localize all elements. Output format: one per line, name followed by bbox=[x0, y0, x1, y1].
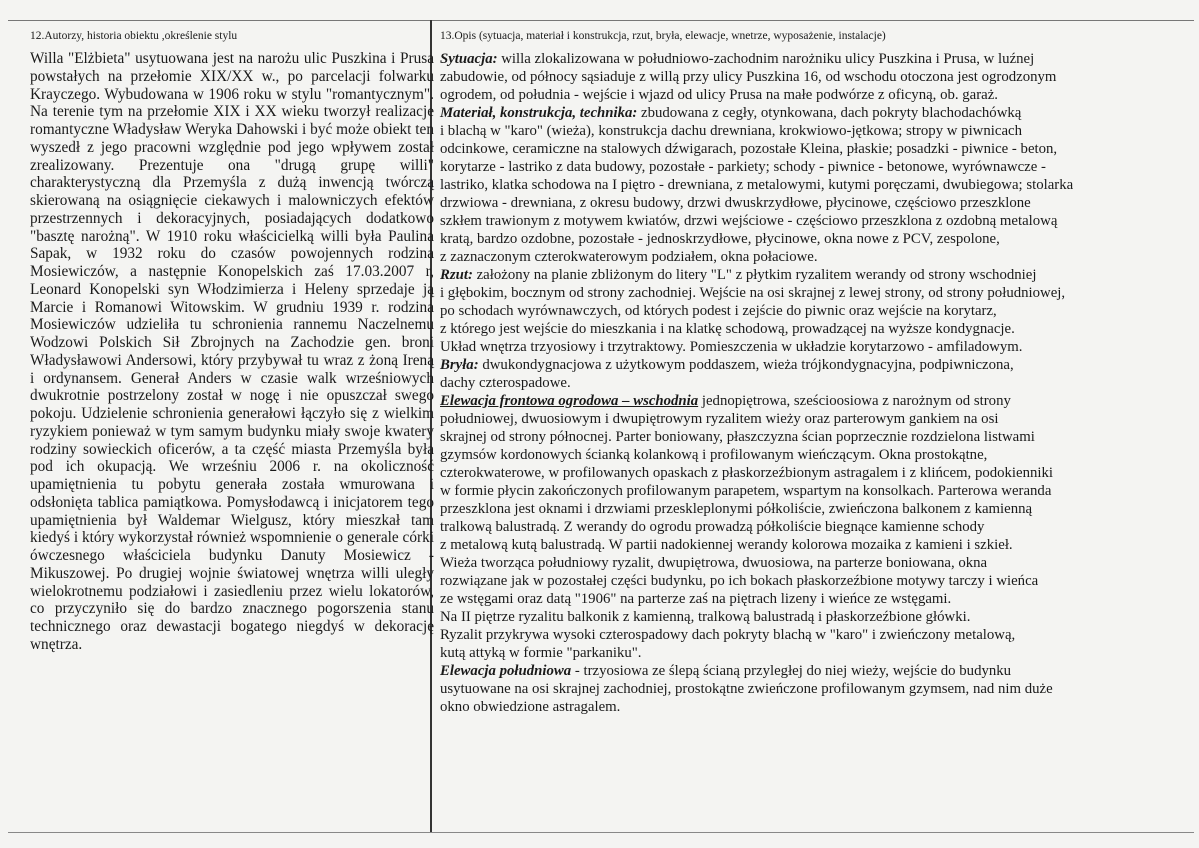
elewacja-poludniowa-paragraph bbox=[440, 662, 1180, 716]
material-line: i blachą w "karo" (wieża), konstrukcja dachu drewniana, krokwiowo-jętkowa; stropy w piwnicach bbox=[440, 123, 1022, 139]
section-13-column bbox=[440, 26, 1180, 716]
material-line: z zaznaczonym czterokwaterowym podziałem, okna połaciowe. bbox=[440, 249, 818, 265]
elewacja-line: skrajnej od strony północnej. Parter boniowany, płaszczyzna ścian poprzecznie rozdzielona listwami bbox=[440, 429, 1035, 445]
elewacja-poludniowa-line: usytuowane na osi skrajnej zachodniej, prostokątne zwieńczone profilowanym gzymsem, nad nim duże bbox=[440, 681, 1053, 697]
rzut-line: założony na planie zbliżonym do litery "L" z płytkim ryzalitem werandy od strony wschodniej bbox=[472, 267, 1037, 283]
elewacja-line: Na II piętrze ryzalitu balkonik z kamienną, tralkową balustradą i płaskorzeźbione główki. bbox=[440, 609, 971, 625]
elewacja-poludniowa-label: Elewacja południowa bbox=[440, 663, 572, 679]
sytuacja-paragraph bbox=[440, 50, 1180, 104]
rzut-line: i głębokim, bocznym od strony zachodniej. Wejście na osi skrajnej z lewej strony, od strony południowej, bbox=[440, 285, 1066, 301]
bryla-paragraph bbox=[440, 356, 1180, 392]
bryla-line: dwukondygnacjowa z użytkowym poddaszem, wieża trójkondygnacyjna, podpiwniczona, bbox=[478, 357, 1014, 373]
bottom-rule bbox=[8, 832, 1194, 833]
material-line: lastriko, klatka schodowa na I piętro - drewniana, z metalowymi, kutymi poręczami, dwubiegowa; stolarka bbox=[440, 177, 1074, 193]
elewacja-line: przeszklona jest oknami i drzwiami przeskleplonymi półkoliście, zwieńczona balkonem z kamienną bbox=[440, 501, 1033, 517]
material-line: drzwiowa - drewniana, z okresu budowy, drzwi dwuskrzydłowe, płycinowe, częściowo przeszklone bbox=[440, 195, 1031, 211]
bryla-label: Bryła: bbox=[440, 357, 479, 373]
sytuacja-line: zabudowie, od północy sąsiaduje z willą przy ulicy Puszkina 16, od wschodu otoczona jest ogrodzonym bbox=[440, 69, 1057, 85]
bryla-line: dachy czterospadowe. bbox=[440, 375, 571, 391]
material-line: korytarze - lastriko z data budowy, pozostałe - parkiety; schody - piwnice - betonowe, wyrównawcze - bbox=[440, 159, 1046, 175]
elewacja-line: Ryzalit przykrywa wysoki czterospadowy dach pokryty blachą w "karo" i zwieńczony metalową, bbox=[440, 627, 1016, 643]
rzut-line: z którego jest wejście do mieszkania i na klatkę schodową, prowadzącej na wyższe kondygnacje. bbox=[440, 321, 1015, 337]
section-13-heading: 13.Opis (sytuacja, materiał i konstrukcja, rzut, bryła, elewacje, wnetrze, wyposażenie, instalacje) bbox=[440, 30, 886, 42]
material-line: zbudowana z cegły, otynkowana, dach pokryty blachodachówką bbox=[637, 105, 1022, 121]
sytuacja-line: willa zlokalizowana w południowo-zachodnim narożniku ulicy Puszkina i Prusa, w luźnej bbox=[497, 51, 1035, 67]
top-rule bbox=[8, 20, 1194, 21]
elewacja-frontowa-label: Elewacja frontowa ogrodowa – wschodnia bbox=[440, 393, 699, 409]
section-13-body bbox=[440, 50, 1180, 716]
material-line: szkłem trawionym z motywem kwiatów, drzwi wejściowe - częściowo przeszklona z ozdobną metalową bbox=[440, 213, 1058, 229]
rzut-line: po schodach wyrównawczych, od których podest i zejście do piwnic oraz wejście na korytarz, bbox=[440, 303, 997, 319]
section-12-column bbox=[30, 26, 434, 654]
elewacja-line: ze wstęgami oraz datą "1906" na parterze zaś na piętrach lizeny i wieńce ze wstęgami. bbox=[440, 591, 952, 607]
elewacja-line: czterokwaterowe, w profilowanych opaskach z płaskorzeźbionym astragalem i z klińcem, podokienniki bbox=[440, 465, 1054, 481]
elewacja-poludniowa-line: - trzyosiowa ze ślepą ścianą przyległej do niej wieży, wejście do budynku bbox=[571, 663, 1012, 679]
sytuacja-label: Sytuacja: bbox=[440, 51, 498, 67]
elewacja-line: tralkową balustradą. Z werandy do ogrodu prowadzą półkoliście biegnące kamienne schody bbox=[440, 519, 985, 535]
section-12-heading: 12.Autorzy, historia obiektu ,określenie stylu bbox=[30, 30, 238, 42]
elewacja-poludniowa-line: okno obwiedzione astragalem. bbox=[440, 699, 621, 715]
elewacja-line: z metalową kutą balustradą. W partii nadokiennej werandy kolorowa mozaika z kamieni i szkieł. bbox=[440, 537, 1013, 553]
elewacja-line: jednopiętrowa, sześcioosiowa z narożnym od strony bbox=[698, 393, 1011, 409]
section-12-body bbox=[30, 50, 434, 654]
elewacja-frontowa-paragraph bbox=[440, 392, 1180, 662]
elewacja-line: kutą attyką w formie "parkaniku". bbox=[440, 645, 642, 661]
elewacja-line: rozwiązane jak w pozostałej części budynku, po ich bokach płaskorzeźbione motywy tarczy i wieńca bbox=[440, 573, 1039, 589]
rzut-paragraph bbox=[440, 266, 1180, 356]
rzut-line: Układ wnętrza trzyosiowy i trzytraktowy. Pomieszczenia w układzie korytarzowo - amfiladowym. bbox=[440, 339, 1023, 355]
rzut-label: Rzut: bbox=[440, 267, 473, 283]
elewacja-line: w formie płycin zakończonych profilowanym parapetem, wspartym na konsolkach. Parterowa weranda bbox=[440, 483, 1052, 499]
elewacja-line: Wieża tworząca południowy ryzalit, dwupiętrowa, dwuosiowa, na parterze boniowana, okna bbox=[440, 555, 988, 571]
material-line: kratą, bardzo ozdobne, pozostałe - jednoskrzydłowe, płycinowe, okna nowe z PCV, zespolone, bbox=[440, 231, 1000, 247]
material-paragraph bbox=[440, 104, 1180, 266]
history-paragraph: Willa "Elżbieta" usytuowana jest na narożu ulic Puszkina i Prusa powstałych na przełomie XIX/XX w., po parcelacji folwarku Krayczego. Wybudowana w 1906 roku w stylu "romantycznym". Na terenie tym na przełomie XIX i XX wieku tworzył realizacje romantyczne Władysław Weryka Dahowski i być może obiekt ten wyszedł z jego pracowni względnie pod jego wpływem został zrealizowany. Prezentuje ona "drugą grupę willi" charakterystyczną dla Przemyśla z dużą inwencją twórczą skierowaną na osiągnięcie ciekawych i malowniczych efektów przestrzennych i dekoracyjnych, posiadających dodatkowo "basztę narożną". W 1910 roku właścicielką willi była Paulina Sapak, w 1932 roku do czasów powojennych rodzina Mosiewiczów, a następnie Konopelskich zaś 17.03.2007 r, Leonard Konopelski syn Włodzimierza i Heleny sprzedaje ją Marcie i Romanowi Witowskim. W grudniu 1939 r. rodzina Mosiewiczów udzieliła tu schronienia rannemu Naczelnemu Wodzowi Polskich Sił Zbrojnych na Zachodzie gen. broni Władysławowi Andersowi, który przybywał tu wraz z żoną Ireną i ordynansem. Generał Anders w czasie walk wrześniowych dwukrotnie postrzelony został w nogę i nie opuszczał swego pokoju. Udzielenie schronienia generałowi łączyło się z wielkim ryzykiem ponieważ w tym samym budynku miały swoje kwatery rodziny sowieckich oficerów, a ta część miasta Przemyśla była pod ich okupacją. We wrześniu 2006 r. na okoliczność upamiętnienia tu pobytu generała została wmurowana i odsłonięta tablica pamiątkowa. Pomysłodawcą i inicjatorem tego upamiętnienia był Waldemar Wielgusz, który mieszkał tam kiedyś i który wykorzystał również wspomnienie o generale córki ówczesnego właściciela budynku Danuty Mosiewicz - Mikuszowej. Po drugiej wojnie światowej wnętrza willi uległy wielokrotnemu podziałowi i zasiedleniu przez wielu lokatorów, co przyczyniło się do bardzo znacznego pogorszenia stanu technicznego oraz dewastacji bogatego niegdyś w dekorację wnętrza. bbox=[30, 50, 434, 653]
sytuacja-line: ogrodem, od południa - wejście i wjazd od ulicy Prusa na małe podwórze z oficyną, ob. garaż. bbox=[440, 87, 998, 103]
elewacja-line: południowej, dwuosiowym i dwupiętrowym ryzalitem wieży oraz parterowym gankiem na osi bbox=[440, 411, 999, 427]
elewacja-line: gzymsów kordonowych ścianką kolankową i profilowanym wieńczącym. Okna prostokątne, bbox=[440, 447, 988, 463]
material-label: Materiał, konstrukcja, technika: bbox=[440, 105, 638, 121]
material-line: odcinkowe, ceramiczne na stalowych dźwigarach, pozostałe Kleina, płaskie; posadzki - piwnice - beton, bbox=[440, 141, 1058, 157]
